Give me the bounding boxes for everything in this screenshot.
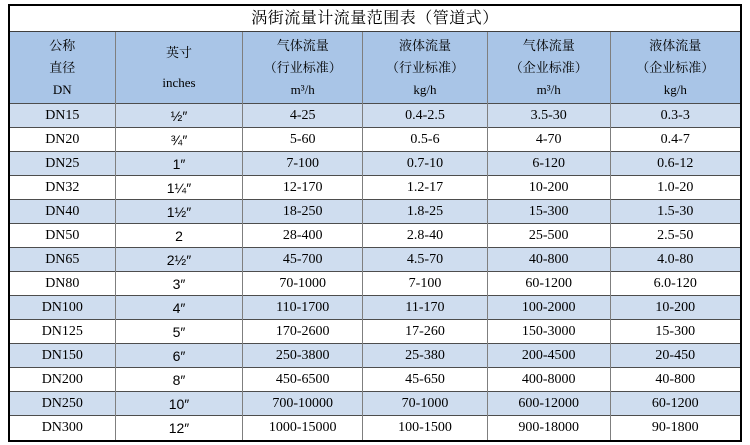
gas-industry-cell: 12-170 <box>243 176 363 200</box>
dn-cell: DN150 <box>10 344 115 368</box>
liquid-enterprise-cell: 6.0-120 <box>610 272 740 296</box>
inches-cell: 1½″ <box>115 200 243 224</box>
liquid-enterprise-cell: 60-1200 <box>610 392 740 416</box>
gas-industry-cell: 7-100 <box>243 152 363 176</box>
dn-cell: DN40 <box>10 200 115 224</box>
inches-cell: 4″ <box>115 296 243 320</box>
table-row <box>10 128 740 152</box>
flow-range-table <box>8 4 742 442</box>
header-line: 气体流量 <box>522 37 575 53</box>
gas-enterprise-cell: 25-500 <box>487 224 610 248</box>
inches-cell: 8″ <box>115 368 243 392</box>
gas-enterprise-cell: 100-2000 <box>487 296 610 320</box>
liquid-industry-cell: 11-170 <box>363 296 488 320</box>
table-row <box>10 224 740 248</box>
column-header-liquid-flow-industry <box>363 32 488 104</box>
gas-enterprise-cell: 10-200 <box>487 176 610 200</box>
liquid-industry-cell: 70-1000 <box>363 392 488 416</box>
inches-cell: 12″ <box>115 416 243 440</box>
liquid-enterprise-cell: 1.0-20 <box>610 176 740 200</box>
table-row <box>10 248 740 272</box>
liquid-enterprise-cell: 1.5-30 <box>610 200 740 224</box>
liquid-industry-cell: 7-100 <box>363 272 488 296</box>
gas-enterprise-cell: 400-8000 <box>487 368 610 392</box>
liquid-enterprise-cell: 0.4-7 <box>610 128 740 152</box>
header-line: 液体流量 <box>649 37 702 53</box>
liquid-enterprise-cell: 90-1800 <box>610 416 740 440</box>
header-line: （行业标准） <box>385 59 464 75</box>
liquid-enterprise-cell: 0.3-3 <box>610 104 740 128</box>
dn-cell: DN32 <box>10 176 115 200</box>
gas-industry-cell: 110-1700 <box>243 296 363 320</box>
liquid-enterprise-cell: 2.5-50 <box>610 224 740 248</box>
gas-enterprise-cell: 6-120 <box>487 152 610 176</box>
gas-enterprise-cell: 4-70 <box>487 128 610 152</box>
liquid-enterprise-cell: 40-800 <box>610 368 740 392</box>
gas-industry-cell: 1000-15000 <box>243 416 363 440</box>
table-row <box>10 344 740 368</box>
liquid-industry-cell: 100-1500 <box>363 416 488 440</box>
dn-cell: DN25 <box>10 152 115 176</box>
dn-cell: DN15 <box>10 104 115 128</box>
gas-industry-cell: 28-400 <box>243 224 363 248</box>
header-unit: kg/h <box>413 81 437 97</box>
dn-cell: DN250 <box>10 392 115 416</box>
table-row <box>10 272 740 296</box>
table-row <box>10 104 740 128</box>
inches-cell: 10″ <box>115 392 243 416</box>
header-line: （行业标准） <box>263 59 342 75</box>
gas-industry-cell: 45-700 <box>243 248 363 272</box>
header-line: DN <box>52 81 72 97</box>
gas-enterprise-cell: 15-300 <box>487 200 610 224</box>
header-line: 直径 <box>49 59 76 75</box>
gas-enterprise-cell: 200-4500 <box>487 344 610 368</box>
gas-industry-cell: 70-1000 <box>243 272 363 296</box>
table-row <box>10 176 740 200</box>
dn-cell: DN80 <box>10 272 115 296</box>
liquid-enterprise-cell: 0.6-12 <box>610 152 740 176</box>
inches-cell: 5″ <box>115 320 243 344</box>
header-line: 公称 <box>49 37 76 53</box>
gas-industry-cell: 5-60 <box>243 128 363 152</box>
gas-enterprise-cell: 60-1200 <box>487 272 610 296</box>
dn-cell: DN200 <box>10 368 115 392</box>
table-row <box>10 296 740 320</box>
inches-cell: 6″ <box>115 344 243 368</box>
liquid-enterprise-cell: 15-300 <box>610 320 740 344</box>
inches-cell: ¾″ <box>115 128 243 152</box>
flow-range-grid <box>10 31 740 440</box>
dn-cell: DN20 <box>10 128 115 152</box>
inches-cell: 2½″ <box>115 248 243 272</box>
liquid-industry-cell: 1.8-25 <box>363 200 488 224</box>
liquid-industry-cell: 2.8-40 <box>363 224 488 248</box>
inches-cell: 2 <box>115 224 243 248</box>
table-row <box>10 392 740 416</box>
gas-enterprise-cell: 40-800 <box>487 248 610 272</box>
header-line: inches <box>162 74 196 90</box>
gas-industry-cell: 250-3800 <box>243 344 363 368</box>
liquid-industry-cell: 4.5-70 <box>363 248 488 272</box>
table-row <box>10 368 740 392</box>
table-row <box>10 152 740 176</box>
dn-cell: DN65 <box>10 248 115 272</box>
gas-industry-cell: 170-2600 <box>243 320 363 344</box>
header-line: 英寸 <box>165 44 192 60</box>
gas-industry-cell: 18-250 <box>243 200 363 224</box>
column-header-gas-flow-industry <box>243 32 363 104</box>
table-title: 涡街流量计流量范围表（管道式） <box>10 6 740 31</box>
inches-cell: 1″ <box>115 152 243 176</box>
header-line: （企业标准） <box>636 59 715 75</box>
column-header-liquid-flow-enterprise <box>610 32 740 104</box>
column-header-inches <box>115 32 243 104</box>
header-unit: m³/h <box>290 81 315 97</box>
liquid-industry-cell: 0.7-10 <box>363 152 488 176</box>
gas-industry-cell: 700-10000 <box>243 392 363 416</box>
inches-cell: ½″ <box>115 104 243 128</box>
dn-cell: DN50 <box>10 224 115 248</box>
header-line: （企业标准） <box>509 59 588 75</box>
liquid-industry-cell: 25-380 <box>363 344 488 368</box>
liquid-industry-cell: 0.5-6 <box>363 128 488 152</box>
table-row <box>10 320 740 344</box>
column-header-gas-flow-enterprise <box>487 32 610 104</box>
gas-enterprise-cell: 600-12000 <box>487 392 610 416</box>
dn-cell: DN125 <box>10 320 115 344</box>
header-line: 液体流量 <box>398 37 451 53</box>
inches-cell: 1¼″ <box>115 176 243 200</box>
column-header-nominal-diameter <box>10 32 115 104</box>
table-row <box>10 416 740 440</box>
liquid-industry-cell: 1.2-17 <box>363 176 488 200</box>
header-unit: m³/h <box>536 81 561 97</box>
header-line: 气体流量 <box>276 37 329 53</box>
table-body <box>10 104 740 440</box>
gas-industry-cell: 450-6500 <box>243 368 363 392</box>
liquid-enterprise-cell: 4.0-80 <box>610 248 740 272</box>
liquid-industry-cell: 17-260 <box>363 320 488 344</box>
dn-cell: DN100 <box>10 296 115 320</box>
table-row <box>10 200 740 224</box>
table-header <box>10 32 740 104</box>
liquid-enterprise-cell: 20-450 <box>610 344 740 368</box>
header-unit: kg/h <box>663 81 687 97</box>
dn-cell: DN300 <box>10 416 115 440</box>
gas-industry-cell: 4-25 <box>243 104 363 128</box>
liquid-enterprise-cell: 10-200 <box>610 296 740 320</box>
gas-enterprise-cell: 900-18000 <box>487 416 610 440</box>
liquid-industry-cell: 45-650 <box>363 368 488 392</box>
liquid-industry-cell: 0.4-2.5 <box>363 104 488 128</box>
inches-cell: 3″ <box>115 272 243 296</box>
gas-enterprise-cell: 150-3000 <box>487 320 610 344</box>
gas-enterprise-cell: 3.5-30 <box>487 104 610 128</box>
